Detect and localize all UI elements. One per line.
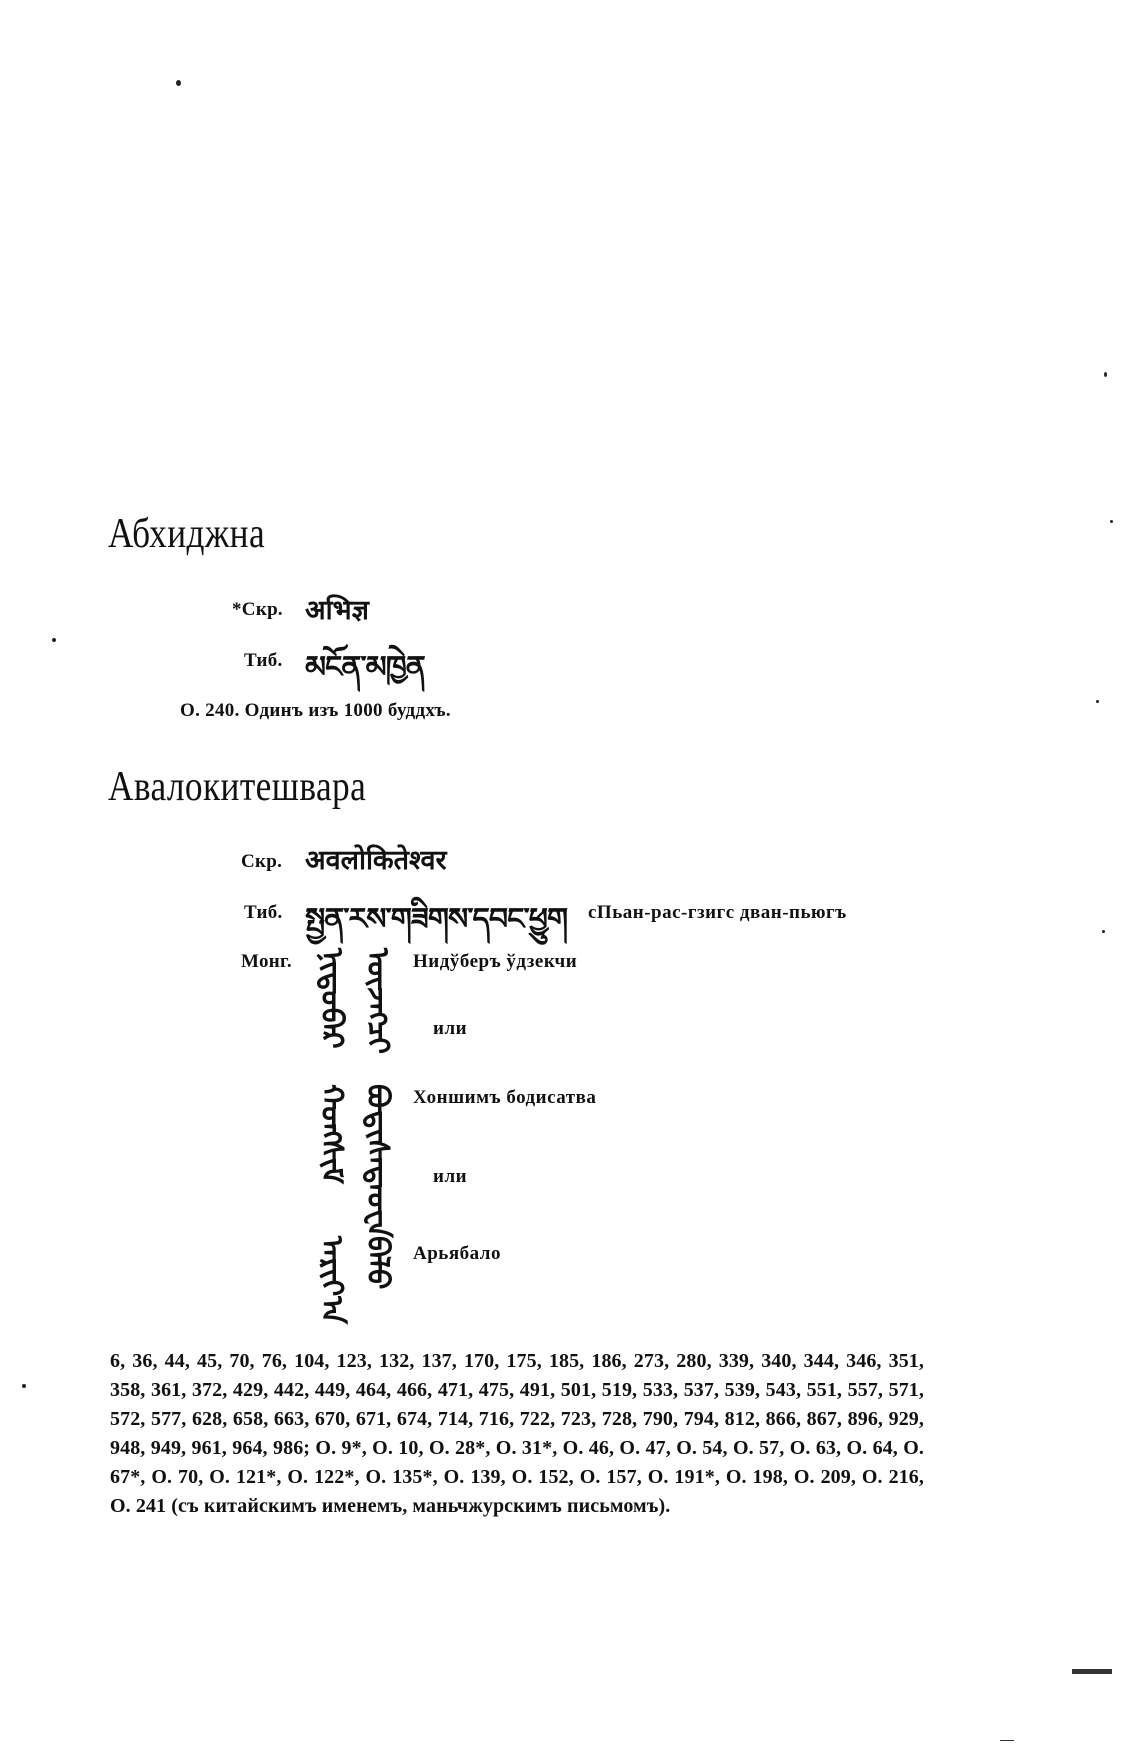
scan-speck: [176, 80, 181, 86]
separator-or: или: [433, 1018, 468, 1039]
mongol-transliteration: Арьябало: [413, 1243, 501, 1264]
tibetan-text: སྤྱན་རས་གཟིགས་དབང་ཕྱུག: [305, 902, 568, 937]
mongol-script: ᠨᠢᠳᠦᠪᠡᠷ: [314, 948, 349, 1049]
scan-speck: [1104, 372, 1107, 377]
entry-title: Абхиджна: [108, 511, 266, 557]
scan-speck: [1110, 520, 1113, 523]
scan-mark: [1072, 1669, 1112, 1674]
tibetan-label: Тиб.: [244, 650, 283, 671]
scan-speck: [22, 1384, 26, 1388]
sanskrit-text: अवलोकितेश्वर: [305, 845, 447, 876]
tibetan-label: Тиб.: [244, 902, 283, 923]
scan-speck: [52, 638, 56, 642]
scan-mark: [1000, 1740, 1014, 1741]
mongol-transliteration: Хоншимъ бодисатва: [413, 1087, 597, 1108]
mongol-script: ᠬᠣᠩᠰᠢᠮ: [314, 1084, 349, 1184]
tibetan-text: མངོན་མཁྱེན: [305, 650, 425, 685]
mongol-script: ᠠᠷᠢᠶ᠎ᠠ: [314, 1236, 349, 1325]
mongol-script: ᠦᠵᠡᠭᠴᠢ: [360, 948, 395, 1055]
tibetan-transliteration: сПьан-рас-гзигс дван-пьюгъ: [588, 902, 847, 923]
sanskrit-label: *Скр.: [232, 599, 283, 620]
mongol-label: Монг.: [241, 951, 292, 972]
sanskrit-text: अभिज्ञ: [305, 595, 369, 626]
separator-or: или: [433, 1166, 468, 1187]
mongol-script: ᠪᠠᠯᠣ: [360, 1236, 395, 1290]
references-list: 6, 36, 44, 45, 70, 76, 104, 123, 132, 137, 170, 175, 185, 186, 273, 280, 339, 340, 344, 346, 351, 358, 361, 372, 429, 442, 449, 464, 466, 471, 475, 491, 501, 519, 533, 537, 539, 543, 551, 557, 571, 572, 577, 628, 658, 663, 670, 671, 674, 714, 716, 722, 723, 728, 790, 794, 812, 866, 867, 896, 929, 948, 949, 961, 964, 986; О. 9*, О. 10, О. 28*, О. 31*, О. 46, О. 47, О. 54, О. 57, О. 63, О. 64, О. 67*, О. 70, О. 121*, О. 122*, О. 135*, О. 139, О. 152, О. 157, О. 191*, О. 198, О. 209, О. 216, О. 241 (съ китайскимъ именемъ, маньчжурскимъ письмомъ).: [110, 1350, 924, 1517]
scan-speck: [1096, 700, 1099, 703]
sanskrit-label: Скр.: [241, 851, 283, 872]
entry-title: Авалокитешвара: [108, 764, 367, 810]
entry-note: О. 240. Одинъ изъ 1000 буддхъ.: [180, 700, 451, 721]
scan-speck: [1102, 930, 1105, 933]
mongol-transliteration: Нидўберъ ўдзекчи: [413, 951, 578, 972]
mongol-script: ᠪᠣᠳᠢᠰᠠᠳᠣ᠋ᠸᠠ: [360, 1084, 395, 1238]
